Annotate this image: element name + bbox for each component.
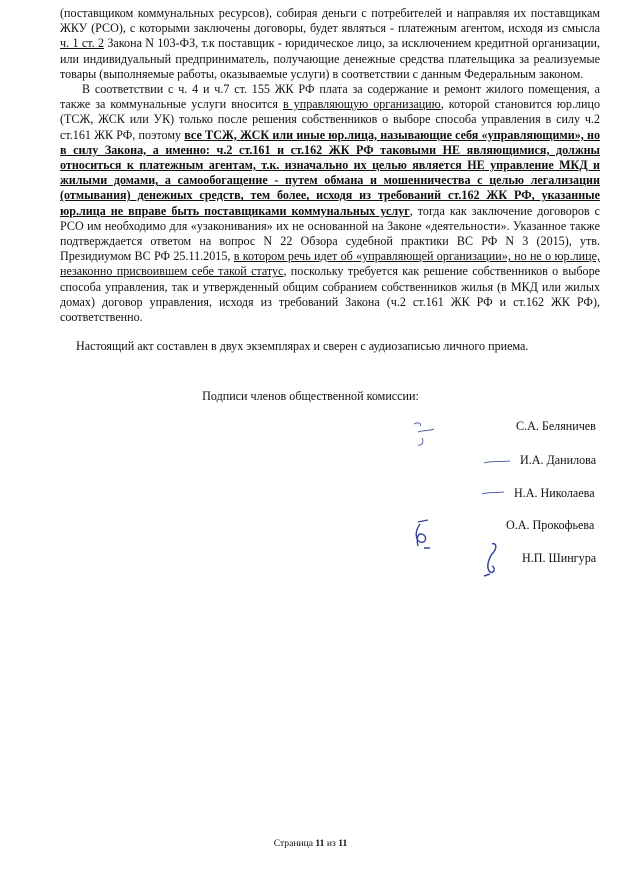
signatures-heading: Подписи членов общественной комиссии: bbox=[202, 389, 419, 403]
signatory-name: Н.А. Николаева bbox=[514, 486, 595, 500]
footer-separator: из bbox=[324, 838, 339, 849]
total-pages-number: 11 bbox=[338, 838, 348, 849]
signature-mark-4 bbox=[408, 518, 436, 552]
signatory-name: Н.П. Шингура bbox=[522, 551, 597, 565]
signatory-name: О.А. Прокофьева bbox=[506, 518, 595, 532]
paragraph-text: , которой становится юр.лицо (ТСЖ, ЖСК или УК) только после решения собственников о выборе способа управления в силу ч.2 ст.161 ЖК РФ, поэтому bbox=[60, 97, 600, 142]
paragraph-text: , тогда как заключение договоров с РСО им необходимо для «узаконивания» их не основанной на Законе «деятельности». Указанное также подтверждается ответом на вопрос N 22 Обзора судебной практики ВС РФ N 3 (2015), утв. Президиумом ВС РФ 25.11.2015, bbox=[60, 203, 600, 264]
paragraph-text: В соответствии с ч. 4 и ч.7 ст. 155 ЖК РФ плата за содержание и ремонт жилого помещения, а также за коммунальные услуги вносится bbox=[60, 82, 600, 112]
footer-prefix: Страница bbox=[273, 838, 316, 849]
signatory-name: И.А. Данилова bbox=[520, 453, 597, 467]
signature-mark-3 bbox=[480, 486, 510, 500]
paragraph-payment-agent bbox=[60, 6, 600, 82]
law-reference-link[interactable]: ч. 1 ст. 2 bbox=[60, 36, 105, 51]
signature-mark-1 bbox=[408, 420, 438, 448]
closing-statement: Настоящий акт составлен в двух экземплярах и сверен с аудиозаписью личного приема. bbox=[76, 339, 529, 354]
bold-underlined-text: все ТСЖ, ЖСК или иные юр.лица, называющие себя «управляющими», но в силу Закона, а именно: ч.2 ст.161 и ст.162 ЖК РФ таковыми НЕ являющимися, должны относиться к платежным агентам, т.к. изначально их целью является НЕ управление МКД и жилыми домами, а самообогащение - путем обмана и мошенничества с целью легализации (отмывания) денежных средств, тем более, исходя из требований ст.162 ЖК РФ, указанные юр.лица не вправе быть поставщиками коммунальных услуг bbox=[60, 127, 600, 218]
current-page-number: 11 bbox=[315, 838, 325, 849]
signature-mark-2 bbox=[482, 455, 512, 469]
underlined-text: в управляющую организацию bbox=[282, 97, 441, 112]
signature-mark-5 bbox=[478, 540, 502, 578]
signatory-name: С.А. Беляничев bbox=[516, 419, 596, 433]
paragraph-text: Закона N 103-ФЗ, т.к поставщик - юридическое лицо, за исключением кредитной организации, или индивидуальный предприниматель, получающие денежные средства плательщика за реализуемые товары (выполняемые работы, оказываемые услуги) в соответствии с данным Федеральным законом. bbox=[60, 36, 600, 81]
page-footer bbox=[0, 838, 621, 849]
document-body bbox=[60, 6, 600, 354]
paragraph-text: (поставщиком коммунальных ресурсов), собирая деньги с потребителей и направляя их поставщикам ЖКУ (РСО), с которыми заключены договоры, будет являться - платежным агентом, исходя из смысла bbox=[60, 6, 600, 36]
paragraph-housing-code bbox=[60, 82, 600, 325]
paragraph-text: , поскольку требуется как решение собственников о выборе способа управления, так и утвержденный общим собранием собственников жилья (в МКД или жилых домах) договор управления, исходя из требований Закона (ч.2 ст.161 ЖК РФ и ст.162 ЖК РФ), соответственно. bbox=[60, 264, 600, 325]
underlined-text: в котором речь идет об «управляющей организации», но не о юр.лице, незаконно присвоившем себе такой статус bbox=[60, 249, 600, 279]
